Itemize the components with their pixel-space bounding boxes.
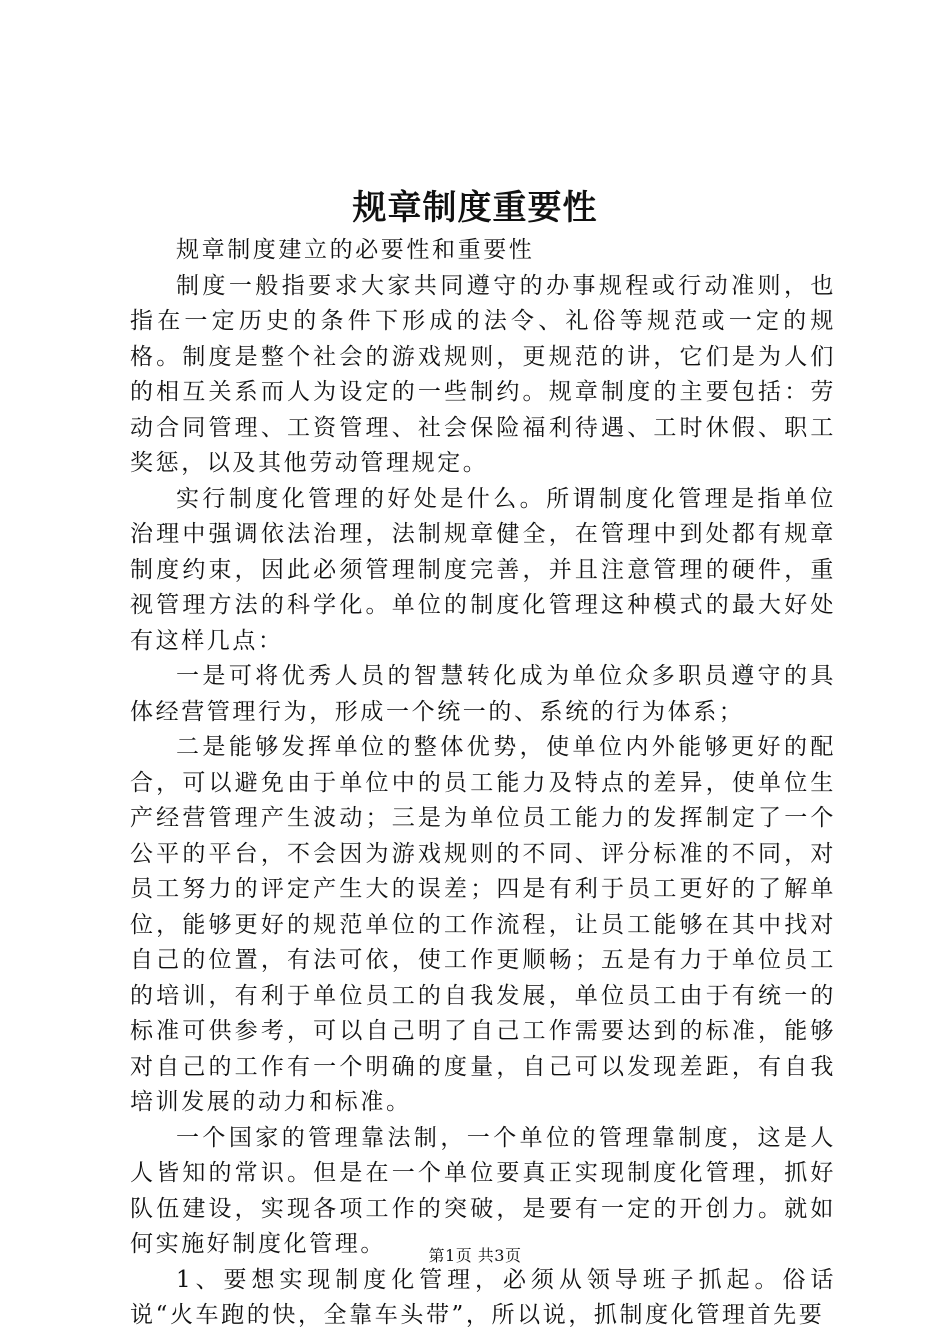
document-body	[130, 233, 836, 1334]
page-number-footer: 第1页 共3页	[428, 1246, 522, 1265]
paragraph-national-management: 一个国家的管理靠法制，一个单位的管理靠制度，这是人人皆知的常识。但是在一个单位要真正实现制度化管理，抓好队伍建设，实现各项工作的突破，是要有一定的开创力。就如何实施好制度化管理。	[130, 1124, 836, 1257]
paragraph-leadership: 1、要想实现制度化管理，必须从领导班子抓起。俗话说“火车跑的快，全靠车头带”，所以说，抓制度化管理首先要	[130, 1266, 836, 1328]
paragraph-benefits-two-to-five: 二是能够发挥单位的整体优势，使单位内外能够更好的配合，可以避免由于单位中的员工能力及特点的差异，使单位生产经营管理产生波动；三是为单位员工能力的发挥制定了一个公平的平台，不会因为游戏规则的不同、评分标准的不同，对员工努力的评定产生大的误差；四是有利于员工更好的了解单位，能够更好的规范单位的工作流程，让员工能够在其中找对自己的位置，有法可依，使工作更顺畅；五是有力于单位员工的培训，有利于单位员工的自我发展，单位员工由于有统一的标准可供参考，可以自己明了自己工作需要达到的标准，能够对自己的工作有一个明确的度量，自己可以发现差距，有自我培训发展的动力和标准。	[130, 734, 836, 1115]
paragraph-benefit-one: 一是可将优秀人员的智慧转化成为单位众多职员遵守的具体经营管理行为，形成一个统一的、系统的行为体系；	[130, 663, 836, 725]
paragraph-definition: 制度一般指要求大家共同遵守的办事规程或行动准则，也指在一定历史的条件下形成的法令、礼俗等规范或一定的规格。制度是整个社会的游戏规则，更规范的讲，它们是为人们的相互关系而人为设定的一些制约。规章制度的主要包括：劳动合同管理、工资管理、社会保险福利待遇、工时休假、职工奖惩，以及其他劳动管理规定。	[130, 272, 836, 476]
paragraph-benefits-intro: 实行制度化管理的好处是什么。所谓制度化管理是指单位治理中强调依法治理，法制规章健全，在管理中到处都有规章制度约束，因此必须管理制度完善，并且注意管理的硬件，重视管理方法的科学化。单位的制度化管理这种模式的最大好处有这样几点：	[130, 485, 836, 654]
paragraph-subtitle: 规章制度建立的必要性和重要性	[176, 237, 535, 263]
document-title: 规章制度重要性	[352, 188, 598, 228]
